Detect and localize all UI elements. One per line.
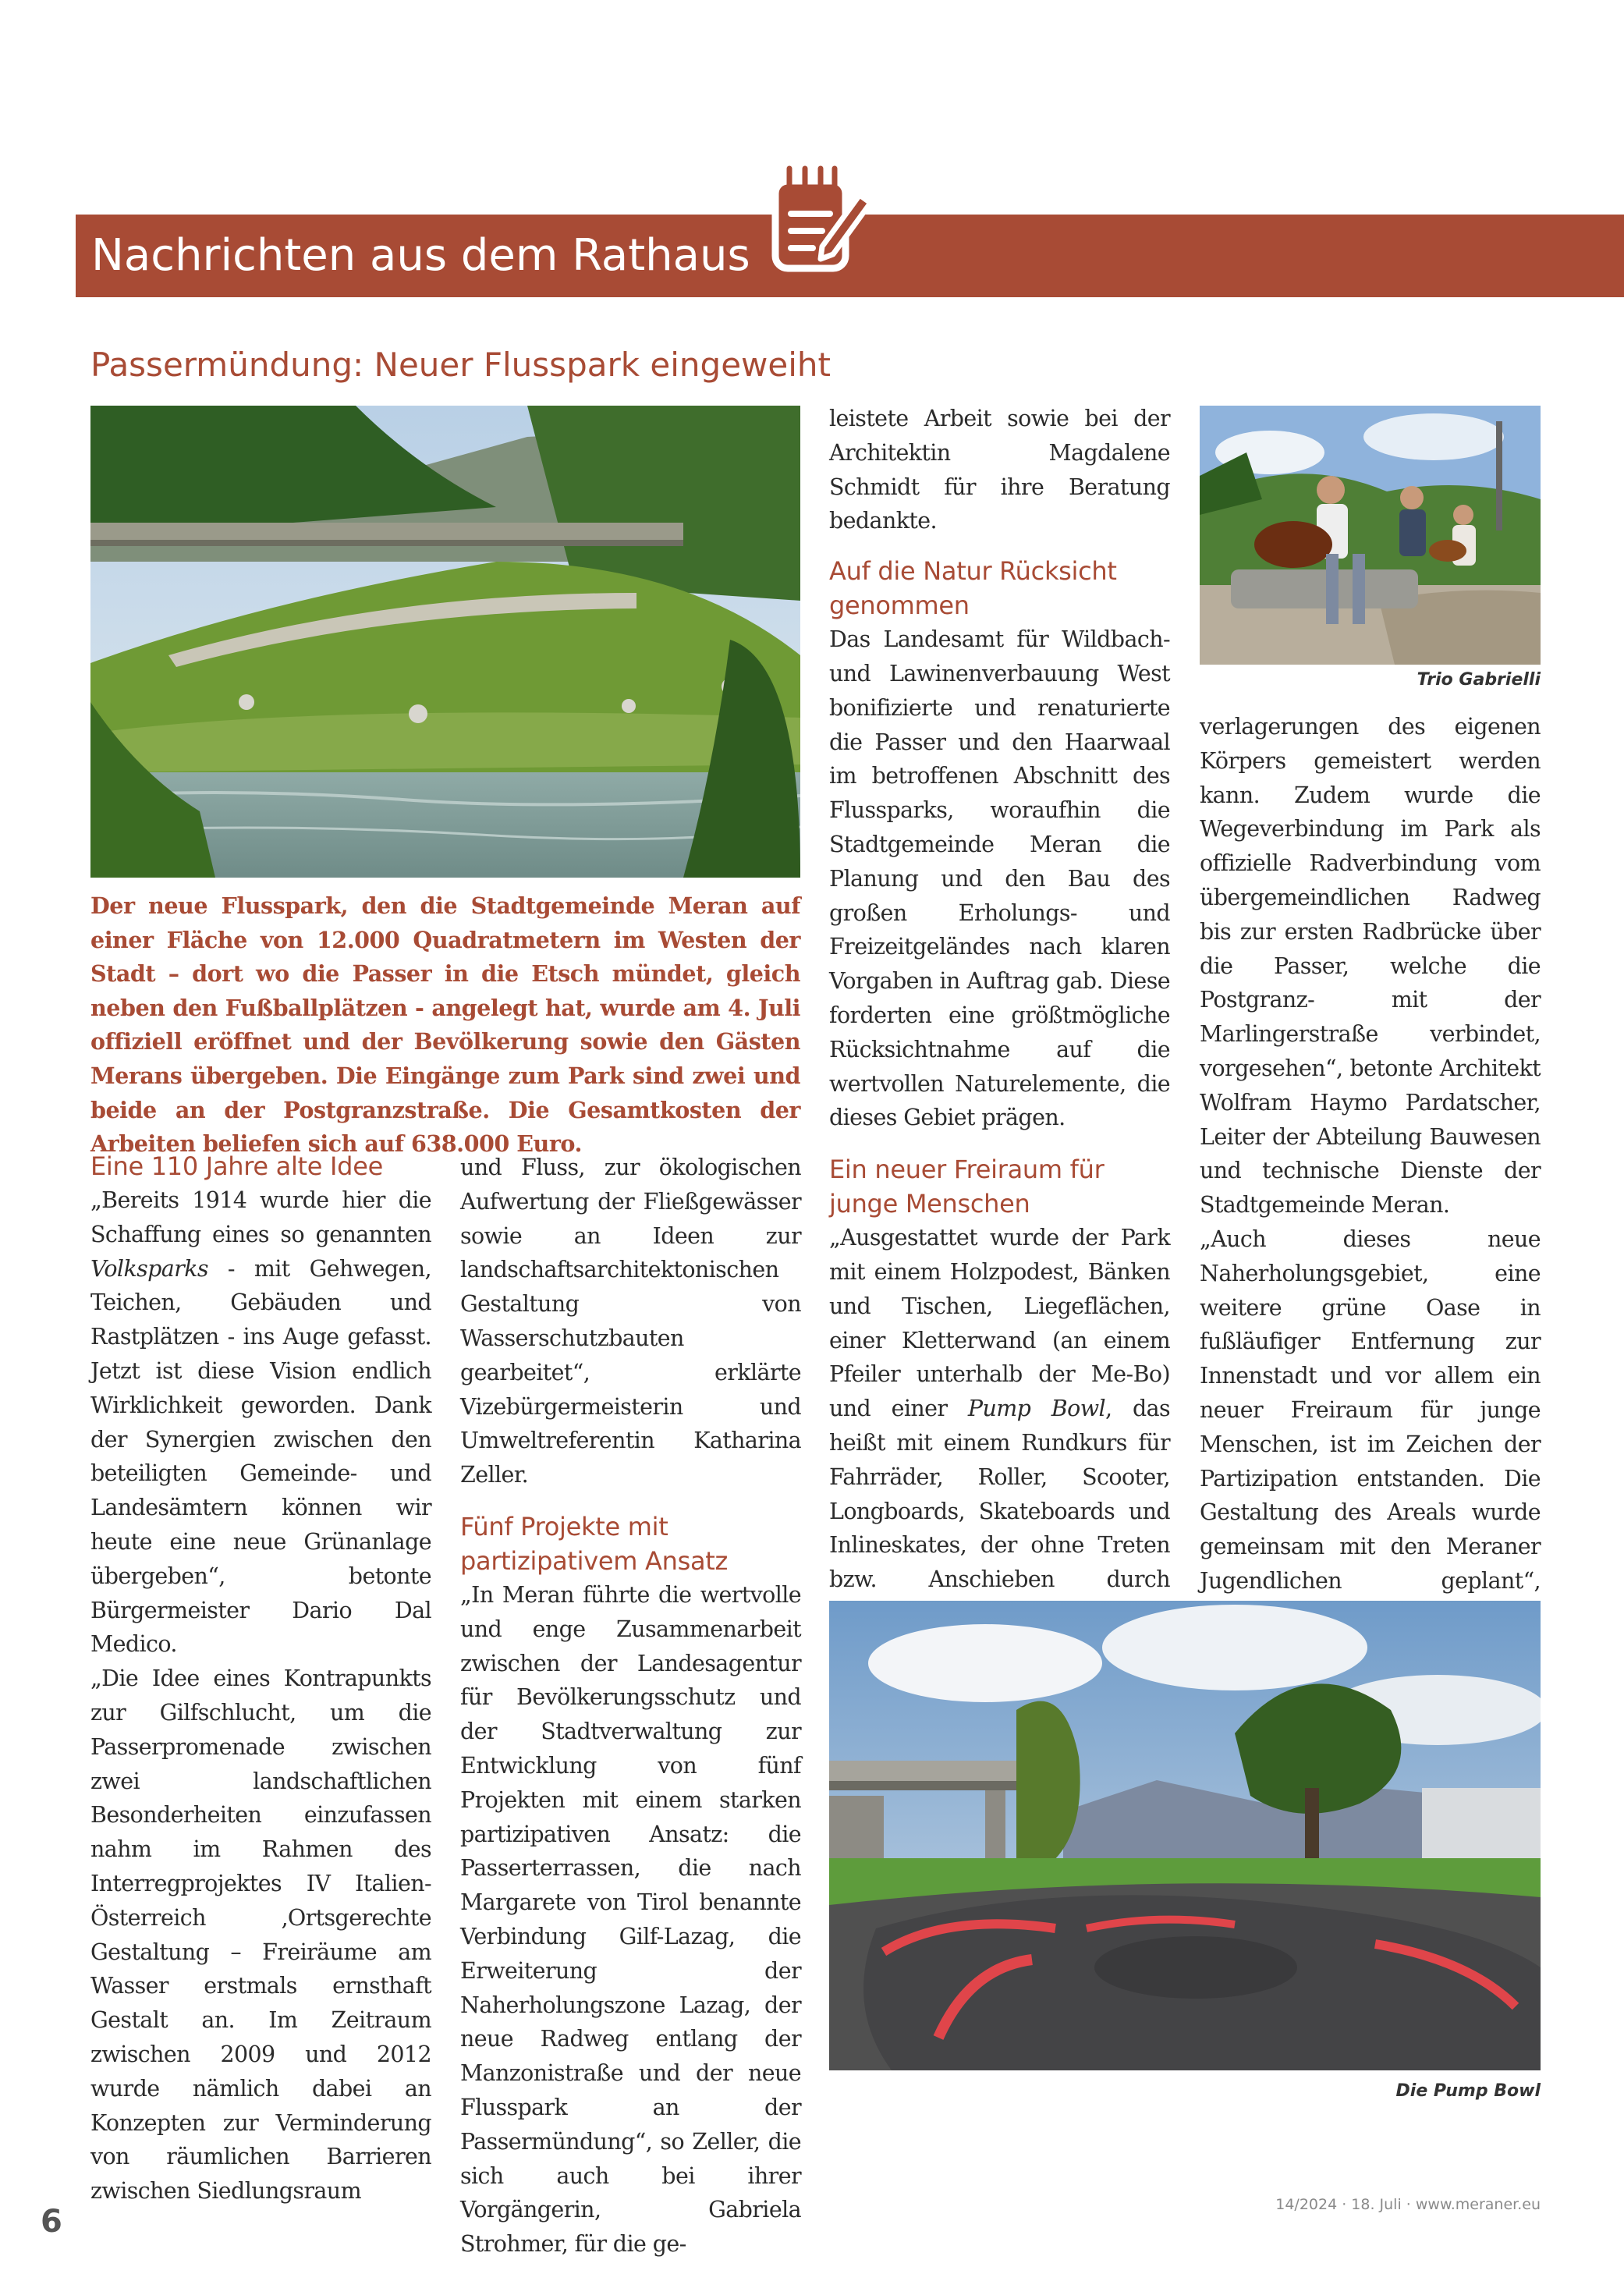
paragraph: und Fluss, zur ökologischen Aufwertung der Fließgewässer sowie an Ideen zur landschaftsarchitektonischen Gestaltung von Wasserschutzbauten gearbeitet“, erklärte Vizebürgermeisterin und Umweltreferentin Katharina Zeller. xyxy=(460,1155,801,1488)
subheading-nature: Auf die Natur Rücksicht genommen xyxy=(829,556,1117,621)
paragraph: „Die Idee eines Kontrapunkts zur Gilfschlucht, um die Passerpromenade zwischen zwei landschaftlichen Besonderheiten einzufassen nahm im Rahmen des Interregprojektes IV Italien-Österreich ‚Ortsgerechte Gestaltung – Freiräume am Wasser erstmals ernsthaft Gestalt an. Im Zeitraum zwischen 2009 und 2012 wurde nämlich dabei an Konzepten zur Verminderung von räumlichen Barrieren zwischen Siedlungsraum xyxy=(90,1666,431,2205)
text-column-3 xyxy=(829,402,1170,1631)
subheading-youth: Ein neuer Freiraum für junge Menschen xyxy=(829,1155,1105,1219)
article-lead: Der neue Flusspark, den die Stadtgemeinde Meran auf einer Fläche von 12.000 Quadratmetern im Westen der Stadt – dort wo die Passer in die Etsch mündet, gleich neben den Fußballplätzen - angelegt hat, wurde am 4. Juli offiziell eröffnet und der Bevölkerung sowie den Gästen Merans übergeben. Die Eingänge zum Park sind zwei und beide an der Postgranzstraße. Die Gesamtkosten der Arbeiten beliefen sich auf 638.000 Euro. xyxy=(90,892,800,1158)
paragraph xyxy=(829,1221,1170,1631)
paragraph: „In Meran führte die wertvolle und enge Zusammenarbeit zwischen der Landesagentur für Bevölkerungsschutz und der Stadtverwaltung zur Entwicklung von fünf Projekten mit einem starken partizipativen Ansatz: die Passerterrassen, die nach Margarete von Tirol benannte Verbindung Gilf-Lazag, die Erweiterung der Naherholungszone Lazag, der neue Radweg entlang der Manzonistraße und der neue Flusspark an der Passermündung“, so Zeller, die sich auch bei ihrer Vorgängerin, Gabriela Strohmer, für die ge- xyxy=(460,1581,801,2258)
text-span: „Bereits 1914 wurde hier die Schaffung eines so genannten xyxy=(90,1187,431,1247)
subheading-idea: Eine 110 Jahre alte Idee xyxy=(90,1151,383,1181)
text-column-4 xyxy=(1200,710,1541,1666)
river-park-photo xyxy=(90,406,800,878)
paragraph: verlagerungen des eigenen Körpers gemeistert werden kann. Zudem wurde die Wegeverbindung im Park als offizielle Radverbindung vom übergemeindlichen Radweg bis zur ersten Radbrücke über die Passer, welche die Postgranz- mit der Marlingerstraße verbindet, vorgesehen“, betonte Architekt Wolfram Haymo Pardatscher, Leiter der Abteilung Bauwesen und technische Dienste der Stadtgemeinde Meran. xyxy=(1200,714,1541,1219)
paragraph xyxy=(90,1183,431,1662)
italic-term: Pump Bowl xyxy=(967,1396,1106,1422)
subheading-projects: Fünf Projekte mit partizipativem Ansatz xyxy=(460,1511,729,1576)
pump-bowl-photo xyxy=(829,1601,1541,2070)
paragraph: Das Landesamt für Wildbach- und Lawinenverbauung West bonifizierte und renaturierte die Passer und den Haarwaal im betroffenen Abschnitt des Flussparks, woraufhin die Stadtgemeinde Meran die Planung und den Bau des großen Erholungs- und Freizeitgeländes nach klaren Vorgaben in Auftrag gab. Diese forderten eine größtmögliche Rücksichtnahme auf die wertvollen Naturelemente, die dieses Gebiet prägen. xyxy=(829,626,1170,1131)
notepad-pencil-icon xyxy=(766,159,875,276)
text-span: „Ausgestattet wurde der Park mit einem Holzpodest, Bänken und Tischen, Liegeflächen, einer Kletterwand (an einem Pfeiler unterhalb der Me-Bo) und einer xyxy=(829,1225,1170,1422)
text-span: - mit Gehwegen, Teichen, Gebäuden und Rastplätzen - ins Auge gefasst. Jetzt ist diese Vision endlich Wirklichkeit geworden. Dank der Synergien zwischen den beteiligten Gemeinde- und Landesämtern können wir heute eine neue Grünanlage übergeben“, betonte Bürgermeister Dario Dal Medico. xyxy=(90,1255,431,1658)
photo-caption-trio: Trio Gabrielli xyxy=(1417,670,1541,690)
footer-issue-info: 14/2024 · 18. Juli · www.meraner.eu xyxy=(1275,2196,1541,2213)
photo-caption-bowl: Die Pump Bowl xyxy=(1395,2081,1541,2101)
text-column-2 xyxy=(460,1151,801,2261)
article-title: Passermündung: Neuer Flusspark eingeweiht xyxy=(90,346,831,384)
page-number: 6 xyxy=(41,2204,62,2240)
paragraph: leistete Arbeit sowie bei der Architektin Magdalene Schmidt für ihre Beratung bedankte. xyxy=(829,406,1170,534)
italic-term: Volksparks xyxy=(90,1255,208,1282)
text-span: , das heißt mit einem Rundkurs für Fahrräder, Roller, Scooter, Longboards, Skateboards und Inlineskates, der ohne Treten bzw. Anschieben durch xyxy=(829,1396,1171,1593)
musicians-photo xyxy=(1200,406,1541,665)
text-column-1 xyxy=(90,1149,431,2208)
paragraph: „Auch dieses neue Naherholungsgebiet, eine weitere grüne Oase in fußläufiger Entfernung zur Innenstadt und vor allem ein neuer Freiraum für junge Menschen, ist im Zeichen der Partizipation entstanden. Die Gestaltung des Areals wurde gemeinsam mit den Meraner Jugendlichen geplant“, xyxy=(1200,1226,1541,1594)
section-title: Nachrichten aus dem Rathaus xyxy=(91,230,750,281)
